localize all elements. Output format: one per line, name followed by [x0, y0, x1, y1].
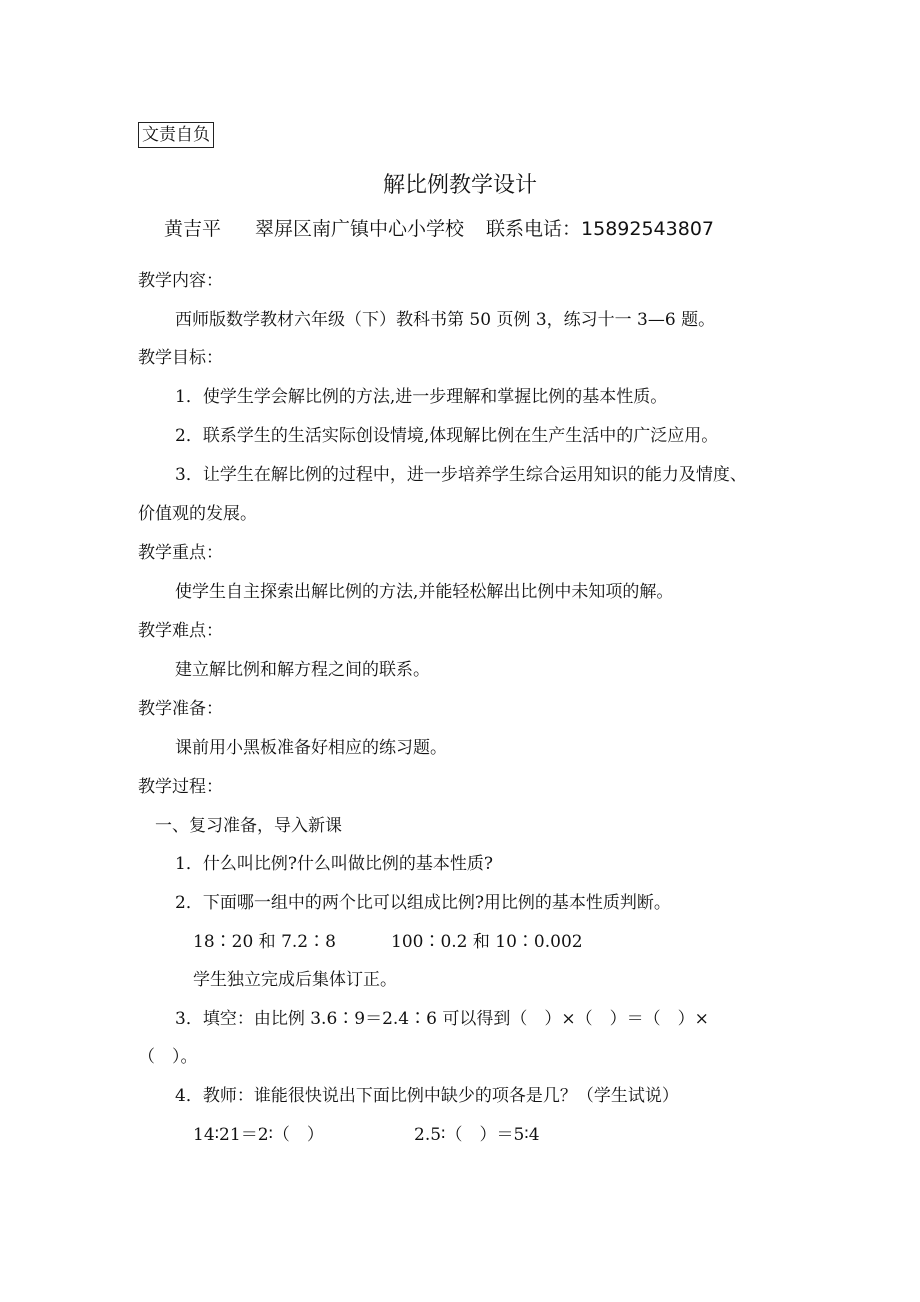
- preparation-text: 课前用小黑板准备好相应的练习题。: [175, 738, 447, 758]
- goals-heading: 教学目标：: [138, 348, 223, 368]
- content-text: 西师版数学教材六年级（下）教科书第 50 页例 3，练习十一 3—6 题。: [175, 310, 716, 330]
- author-phone: 联系电话：15892543807: [486, 218, 715, 240]
- process-question-3: 3．填空：由比例 3.6∶9＝2.4∶6 可以得到（ ）×（ ）＝（ ）×: [175, 1009, 709, 1029]
- author-name: 黄吉平: [164, 218, 222, 240]
- process-question-4-expr-2: 2.5∶（ ）＝5∶4: [414, 1125, 540, 1145]
- content-heading: 教学内容：: [138, 271, 223, 291]
- key-point-heading: 教学重点：: [138, 543, 223, 563]
- process-question-3-cont: （ ）。: [138, 1047, 198, 1067]
- difficulty-heading: 教学难点：: [138, 621, 223, 641]
- author-line: [164, 215, 714, 243]
- process-section-1: 一、复习准备，导入新课: [155, 816, 342, 836]
- preparation-heading: 教学准备：: [138, 699, 223, 719]
- process-question-1: 1．什么叫比例?什么叫做比例的基本性质?: [175, 854, 494, 874]
- difficulty-text: 建立解比例和解方程之间的联系。: [175, 660, 430, 680]
- process-question-2-expr-1: 18∶20 和 7.2∶8: [193, 932, 336, 952]
- author-school: 翠屏区南广镇中心小学校: [255, 218, 465, 240]
- process-question-4-expr-1: 14∶21＝2∶（ ）: [193, 1125, 324, 1145]
- goal-item-2: 2．联系学生的生活实际创设情境,体现解比例在生产生活中的广泛应用。: [175, 426, 719, 446]
- process-heading: 教学过程：: [138, 777, 223, 797]
- key-point-text: 使学生自主探索出解比例的方法,并能轻松解出比例中未知项的解。: [175, 582, 674, 602]
- goal-item-1: 1．使学生学会解比例的方法,进一步理解和掌握比例的基本性质。: [175, 387, 668, 407]
- process-question-2-note: 学生独立完成后集体订正。: [193, 970, 397, 990]
- process-question-2-expr-2: 100∶0.2 和 10∶0.002: [391, 932, 583, 952]
- process-question-2: 2．下面哪一组中的两个比可以组成比例?用比例的基本性质判断。: [175, 893, 671, 913]
- process-question-4: 4．教师：谁能很快说出下面比例中缺少的项各是几？（学生试说）: [175, 1086, 679, 1106]
- goal-item-3-cont: 价值观的发展。: [138, 504, 257, 524]
- goal-item-3: 3．让学生在解比例的过程中，进一步培养学生综合运用知识的能力及情度、: [175, 465, 747, 485]
- disclaimer-stamp: 文责自负: [138, 122, 214, 148]
- document-title: 解比例教学设计: [382, 173, 537, 198]
